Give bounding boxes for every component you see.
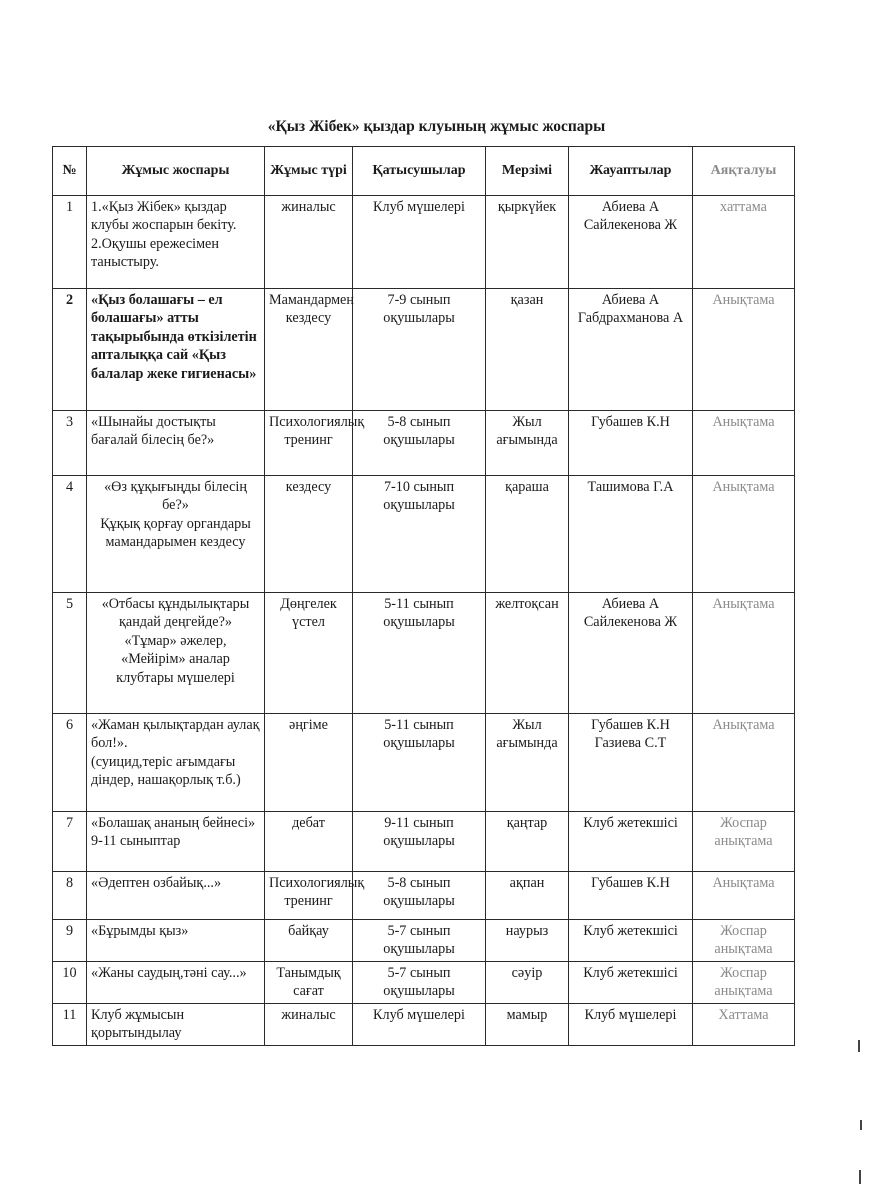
- responsible-line: Губашев К.Н: [591, 414, 670, 430]
- type-cell: жиналыс: [265, 196, 353, 289]
- term-cell: ақпан: [486, 872, 569, 920]
- term-cell: Жыл ағымында: [486, 714, 569, 812]
- table-row: [53, 196, 795, 289]
- responsible-cell: [569, 714, 693, 812]
- table-row: [53, 961, 795, 1003]
- row-number: 1: [53, 196, 87, 289]
- type-cell: байқау: [265, 920, 353, 962]
- table-row: [53, 714, 795, 812]
- term-cell: желтоқсан: [486, 593, 569, 714]
- row-number: 11: [53, 1003, 87, 1045]
- table-row: [53, 411, 795, 476]
- plan-line: «Болашақ ананың бейнесі»: [91, 815, 256, 831]
- responsible-line: Губашев К.Н: [591, 717, 670, 733]
- responsible-cell: [569, 411, 693, 476]
- term-cell: қыркүйек: [486, 196, 569, 289]
- responsible-line: Абиева А: [601, 292, 660, 308]
- row-number: 7: [53, 812, 87, 872]
- plan-cell: [87, 812, 265, 872]
- result-cell: Анықтама: [693, 593, 795, 714]
- result-cell: Анықтама: [693, 476, 795, 593]
- plan-line: «Бұрымды қыз»: [91, 923, 189, 939]
- plan-line: «Жаман қылықтардан аулақ бол!».: [91, 717, 260, 752]
- plan-cell: [87, 1003, 265, 1045]
- result-cell: Жоспар анықтама: [693, 920, 795, 962]
- table-row: [53, 812, 795, 872]
- result-cell: Анықтама: [693, 289, 795, 411]
- plan-line: «Қыз болашағы – ел болашағы» атты тақырыбында өткізілетін апталыққа сай «Қыз балалар жеке гигиенасы»: [91, 292, 257, 382]
- responsible-line: Абиева А: [601, 199, 660, 215]
- plan-line: «Шынайы достықты бағалай білесің бе?»: [91, 414, 216, 449]
- header-plan: Жұмыс жоспары: [87, 147, 265, 196]
- plan-cell: [87, 593, 265, 714]
- row-number: 5: [53, 593, 87, 714]
- row-number: 6: [53, 714, 87, 812]
- responsible-line: Габдрахманова А: [577, 310, 684, 327]
- result-cell: Жоспар анықтама: [693, 812, 795, 872]
- participants-cell: 5-8 сынып оқушылары: [353, 872, 486, 920]
- type-cell: Психологиялық тренинг: [265, 872, 353, 920]
- row-number: 4: [53, 476, 87, 593]
- result-cell: хаттама: [693, 196, 795, 289]
- type-cell: Мамандармен кездесу: [265, 289, 353, 411]
- header-type: Жұмыс түрі: [265, 147, 353, 196]
- plan-line: (суицид,теріс ағымдағы діндер, нашақорлық т.б.): [91, 753, 241, 789]
- responsible-cell: [569, 1003, 693, 1045]
- type-cell: Психологиялық тренинг: [265, 411, 353, 476]
- table-row: [53, 593, 795, 714]
- result-cell: Анықтама: [693, 411, 795, 476]
- participants-cell: Клуб мүшелері: [353, 1003, 486, 1045]
- participants-cell: 9-11 сынып оқушылары: [353, 812, 486, 872]
- plan-line: Клуб жұмысын қорытындылау: [91, 1006, 185, 1042]
- responsible-line: Газиева С.Т: [594, 735, 667, 752]
- responsible-cell: [569, 961, 693, 1003]
- responsible-cell: [569, 812, 693, 872]
- plan-cell: [87, 196, 265, 289]
- responsible-line: Клуб жетекшісі: [583, 923, 678, 939]
- plan-line: «Өз құқығыңды білесің бе?»: [104, 479, 247, 514]
- plan-line: 9-11 сыныптар: [91, 833, 181, 850]
- plan-line: «Жаны саудың,тәні сау...»: [91, 964, 247, 981]
- header-responsible: Жауаптылар: [569, 147, 693, 196]
- plan-line: 1.«Қыз Жібек» қыздар клубы жоспарын бекіту.: [91, 199, 237, 234]
- term-cell: мамыр: [486, 1003, 569, 1045]
- plan-cell: [87, 961, 265, 1003]
- header-participants: Қатысушылар: [353, 147, 486, 196]
- responsible-line: Сайлекенова Ж: [583, 614, 678, 631]
- responsible-line: Клуб жетекшісі: [583, 964, 678, 981]
- type-cell: кездесу: [265, 476, 353, 593]
- participants-cell: 5-8 сынып оқушылары: [353, 411, 486, 476]
- table-row: [53, 289, 795, 411]
- plan-cell: [87, 714, 265, 812]
- responsible-cell: [569, 476, 693, 593]
- responsible-line: Клуб жетекшісі: [583, 815, 678, 831]
- header-result: Аяқталуы: [693, 147, 795, 196]
- responsible-cell: [569, 593, 693, 714]
- participants-cell: 7-10 сынып оқушылары: [353, 476, 486, 593]
- scan-mark: [858, 1040, 860, 1052]
- participants-cell: 7-9 сынып оқушылары: [353, 289, 486, 411]
- responsible-cell: [569, 289, 693, 411]
- term-cell: қаңтар: [486, 812, 569, 872]
- plan-cell: [87, 411, 265, 476]
- participants-cell: 5-11 сынып оқушылары: [353, 714, 486, 812]
- type-cell: әңгіме: [265, 714, 353, 812]
- table-row: [53, 920, 795, 962]
- term-cell: сәуір: [486, 961, 569, 1003]
- row-number: 8: [53, 872, 87, 920]
- plan-line: «Әдептен озбайық...»: [91, 875, 222, 891]
- scan-mark: [860, 1120, 862, 1130]
- type-cell: Танымдық сағат: [265, 961, 353, 1003]
- term-cell: Жыл ағымында: [486, 411, 569, 476]
- result-cell: Анықтама: [693, 714, 795, 812]
- participants-cell: 5-7 сынып оқушылары: [353, 961, 486, 1003]
- header-row: [53, 147, 795, 196]
- table-row: [53, 872, 795, 920]
- result-cell: Жоспар анықтама: [693, 961, 795, 1003]
- plan-cell: [87, 872, 265, 920]
- responsible-line: Сайлекенова Ж: [583, 217, 678, 234]
- responsible-cell: [569, 872, 693, 920]
- result-cell: Хаттама: [693, 1003, 795, 1045]
- result-cell: Анықтама: [693, 872, 795, 920]
- table-row: [53, 476, 795, 593]
- term-cell: наурыз: [486, 920, 569, 962]
- header-number: №: [53, 147, 87, 196]
- page-title: «Қыз Жібек» қыздар клуының жұмыс жоспары: [267, 118, 606, 135]
- plan-line: «Отбасы құндылықтары қандай деңгейде?»: [101, 596, 250, 631]
- plan-cell: [87, 920, 265, 962]
- responsible-line: Губашев К.Н: [591, 875, 670, 891]
- participants-cell: Клуб мүшелері: [353, 196, 486, 289]
- responsible-line: Клуб мүшелері: [584, 1006, 677, 1023]
- responsible-cell: [569, 196, 693, 289]
- type-cell: Дөңгелек үстел: [265, 593, 353, 714]
- table-row: [53, 1003, 795, 1045]
- header-term: Мерзімі: [486, 147, 569, 196]
- plan-line: 2.Оқушы ережесімен таныстыру.: [91, 235, 219, 271]
- participants-cell: 5-7 сынып оқушылары: [353, 920, 486, 962]
- responsible-line: Ташимова Г.А: [587, 479, 674, 495]
- row-number: 10: [53, 961, 87, 1003]
- participants-cell: 5-11 сынып оқушылары: [353, 593, 486, 714]
- plan-line: Құқық қорғау органдары мамандарымен кездесу: [100, 515, 251, 551]
- row-number: 3: [53, 411, 87, 476]
- type-cell: дебат: [265, 812, 353, 872]
- work-plan-table: [52, 146, 795, 1046]
- plan-cell: [87, 289, 265, 411]
- responsible-line: Абиева А: [601, 596, 660, 612]
- type-cell: жиналыс: [265, 1003, 353, 1045]
- scan-mark: [859, 1170, 861, 1184]
- plan-line: «Тұмар» әжелер, «Мейірім» аналар клубтары мүшелері: [116, 632, 235, 686]
- row-number: 2: [53, 289, 87, 411]
- plan-cell: [87, 476, 265, 593]
- responsible-cell: [569, 920, 693, 962]
- term-cell: қазан: [486, 289, 569, 411]
- row-number: 9: [53, 920, 87, 962]
- term-cell: қараша: [486, 476, 569, 593]
